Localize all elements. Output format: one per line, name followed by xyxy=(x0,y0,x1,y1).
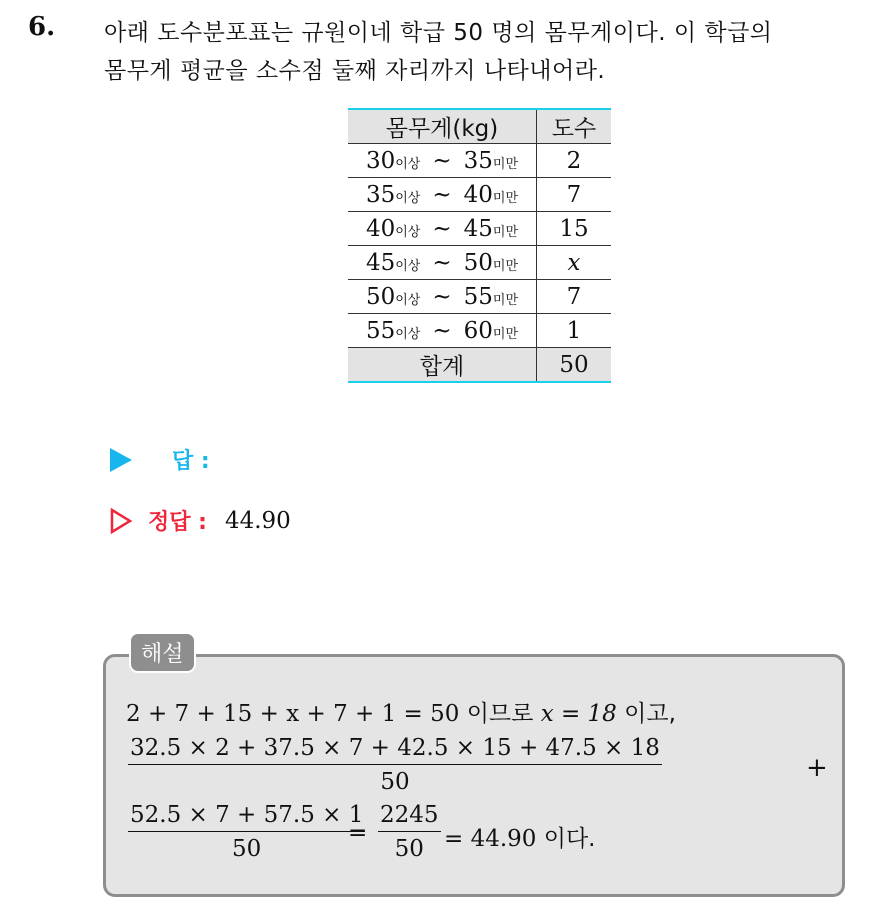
interval-high-suffix: 미만 xyxy=(492,190,519,206)
interval-low: 45 xyxy=(365,249,396,276)
fraction-1 xyxy=(128,735,662,795)
table-row xyxy=(348,280,611,314)
interval-tilde: ~ xyxy=(432,181,452,208)
frequency-table xyxy=(348,108,611,383)
class-frequency: 7 xyxy=(537,280,612,314)
header-frequency: 도수 xyxy=(537,109,612,144)
class-frequency: x xyxy=(537,246,612,280)
interval-high-suffix: 미만 xyxy=(492,156,519,172)
interval-low-suffix: 이상 xyxy=(395,190,421,206)
interval-tilde: ~ xyxy=(432,317,452,344)
table-body xyxy=(348,144,611,348)
table-row xyxy=(348,314,611,348)
interval-high-suffix: 미만 xyxy=(492,258,519,274)
interval-high: 55 xyxy=(463,283,493,310)
total-value: 50 xyxy=(537,348,612,383)
interval-tilde: ~ xyxy=(432,147,452,174)
fraction-2-denominator: 50 xyxy=(232,836,262,862)
question-text xyxy=(104,14,874,90)
total-label: 합계 xyxy=(348,348,537,383)
filled-play-icon xyxy=(110,448,132,472)
interval-high-suffix: 미만 xyxy=(492,326,519,342)
solution-line1-text2: 이고, xyxy=(624,701,676,727)
class-frequency: 1 xyxy=(537,314,612,348)
header-weight: 몸무게(kg) xyxy=(348,109,537,144)
result-text: 이다. xyxy=(543,826,596,852)
fraction-2-numerator: 52.5 × 7 + 57.5 × 1 xyxy=(128,802,365,832)
interval-low: 30 xyxy=(365,147,396,174)
correct-label: 정답 : xyxy=(148,510,207,535)
interval-low-suffix: 이상 xyxy=(395,258,421,274)
interval-low-suffix: 이상 xyxy=(395,326,421,342)
interval-high: 50 xyxy=(463,249,493,276)
table-row xyxy=(348,144,611,178)
interval-high-suffix: 미만 xyxy=(492,292,519,308)
correct-answer-row xyxy=(110,505,291,536)
interval-low: 55 xyxy=(365,317,396,344)
interval-high: 45 xyxy=(463,215,493,242)
correct-value: 44.90 xyxy=(224,507,291,534)
interval-high: 60 xyxy=(463,317,493,344)
solution-line1-math: 2 + 7 + 15 + x + 7 + 1 = 50 xyxy=(126,701,460,727)
interval-low-suffix: 이상 xyxy=(395,292,421,308)
fraction-1-denominator: 50 xyxy=(380,769,410,795)
outline-play-icon xyxy=(110,508,132,534)
problem-number: 6. xyxy=(28,12,56,42)
equals-sign: = xyxy=(348,820,368,846)
interval-tilde: ~ xyxy=(432,283,452,310)
fraction-3-numerator: 2245 xyxy=(378,802,441,832)
table-row xyxy=(348,246,611,280)
solution-line-1 xyxy=(126,695,676,728)
interval-low: 35 xyxy=(365,181,396,208)
table-header-row xyxy=(348,109,611,144)
class-interval xyxy=(348,246,537,280)
interval-tilde: ~ xyxy=(432,249,452,276)
class-frequency: 2 xyxy=(537,144,612,178)
table-total-row xyxy=(348,348,611,383)
class-frequency: 7 xyxy=(537,178,612,212)
solution-tab: 해설 xyxy=(129,632,196,673)
interval-low: 50 xyxy=(365,283,396,310)
interval-high: 35 xyxy=(463,147,493,174)
fraction-3 xyxy=(378,802,441,862)
solution-box xyxy=(103,654,845,897)
fraction-2 xyxy=(128,802,368,862)
interval-low: 40 xyxy=(365,215,396,242)
class-interval xyxy=(348,178,537,212)
answer-label: 답 : xyxy=(172,449,210,474)
interval-tilde: ~ xyxy=(432,215,452,242)
interval-high-suffix: 미만 xyxy=(492,224,519,240)
table-row xyxy=(348,212,611,246)
solution-line1-math2: x = 18 xyxy=(540,701,617,727)
table-row xyxy=(348,178,611,212)
class-interval xyxy=(348,280,537,314)
class-interval xyxy=(348,212,537,246)
class-frequency: 15 xyxy=(537,212,612,246)
interval-low-suffix: 이상 xyxy=(395,224,421,240)
fraction-3-denominator: 50 xyxy=(394,836,424,862)
question-line-2: 몸무게 평균을 소수점 둘째 자리까지 나타내어라. xyxy=(104,58,606,84)
solution-result xyxy=(444,820,596,853)
answer-row xyxy=(110,444,210,475)
fraction-1-numerator: 32.5 × 2 + 37.5 × 7 + 42.5 × 15 + 47.5 × 18 xyxy=(128,735,662,765)
continuation-plus: + xyxy=(806,753,828,783)
interval-low-suffix: 이상 xyxy=(395,156,421,172)
class-interval xyxy=(348,314,537,348)
class-interval xyxy=(348,144,537,178)
interval-high: 40 xyxy=(463,181,493,208)
solution-line1-text1: 이므로 xyxy=(466,701,534,727)
question-line-1: 아래 도수분포표는 규원이네 학급 50 명의 몸무게이다. 이 학급의 xyxy=(104,20,773,46)
result-value: = 44.90 xyxy=(444,826,537,852)
